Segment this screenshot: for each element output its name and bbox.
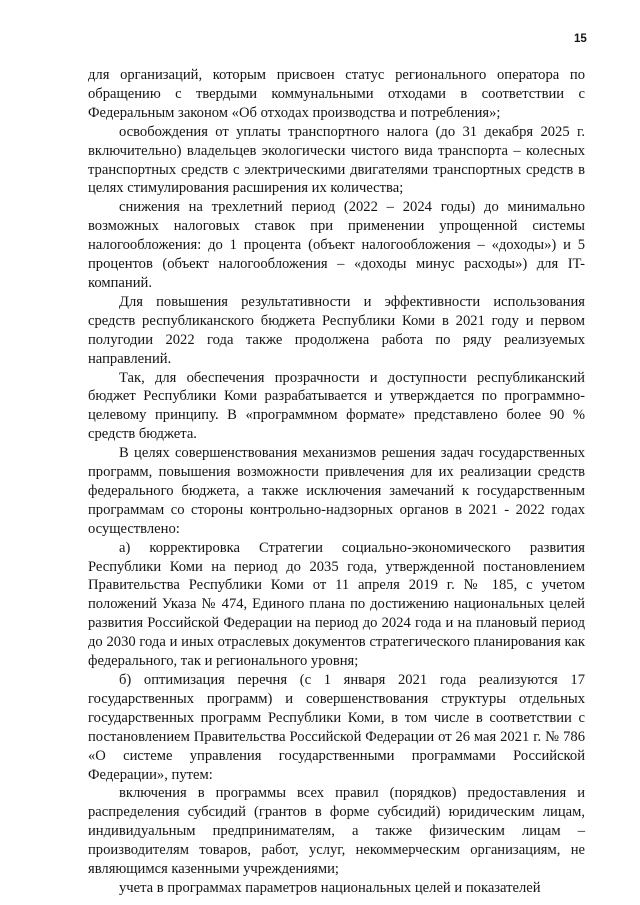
paragraph-item-b: б) оптимизация перечня (с 1 января 2021 года реализуются 17 государственных программ) и совершенствования структуры отдельных государственных программ Республики Коми, в том числе в соответствии с постановлением Правительства Российской Федерации от 26 мая 2021 г. № 786 «О системе управления государственными программами Российской Федерации», путем: (88, 672, 585, 783)
paragraph-tax-rates: снижения на трехлетний период (2022 – 2024 годы) до минимально возможных налоговых ставок при применении упрощенной системы налогообложения: до 1 процента (объект налогообложения – «доходы») и 5 процентов (объект налогообложения – «доходы минус расходы») для IT-компаний. (88, 199, 585, 291)
paragraph-transparency: Так, для обеспечения прозрачности и доступности республиканский бюджет Республики Коми разрабатывается и утверждается по программно-целевому принципу. В «программном формате» представлено более 90 % средств бюджета. (88, 369, 585, 443)
paragraph-regional-operator: для организаций, которым присвоен статус регионального оператора по обращению с твердыми коммунальными отходами в соответствии с Федеральным законом «Об отходах производства и потребления»; (88, 67, 585, 121)
paragraph-subsidies: включения в программы всех правил (порядков) предоставления и распределения субсидий (грантов в форме субсидий) юридическим лицам, индивидуальным предпринимателям, а также физическим лицам – производителям товаров, работ, услуг, некоммерческим организациям, не являющимся казенными учреждениями; (88, 785, 585, 878)
body-text (88, 66, 585, 898)
paragraph-national-goals: учета в программах параметров национальных целей и показателей (119, 879, 541, 896)
paragraph-transport-tax: освобождения от уплаты транспортного налога (до 31 декабря 2025 г. включительно) владельцев экологически чистого вида транспорта – колесных транспортных средств с электрическими двигателями транспортных средств в целях стимулирования расширения их количества; (88, 123, 585, 197)
paragraph-budget-efficiency: Для повышения результативности и эффективности использования средств республиканского бюджета Республики Коми в 2021 году и первом полугодии 2022 года также продолжена работа по ряду реализуемых направлений. (88, 293, 585, 367)
paragraph-item-a: а) корректировка Стратегии социально-экономического развития Республики Коми на период до 2035 года, утвержденной постановлением Правительства Республики Коми от 11 апреля 2019 г. № 185, с учетом положений Указа № 474, Единого плана по достижению национальных целей развития Российской Федерации на период до 2024 года и на плановый период до 2030 года и иных отраслевых документов стратегического планирования как федерального, так и регионального уровня; (88, 539, 585, 670)
page-number: 15 (574, 33, 587, 45)
paragraph-state-programs: В целях совершенствования механизмов решения задач государственных программ, повышения возможности привлечения для их реализации средств федерального бюджета, а также исключения замечаний к государственным программам со стороны контрольно-надзорных органов в 2021 - 2022 годах осуществлено: (88, 445, 585, 537)
